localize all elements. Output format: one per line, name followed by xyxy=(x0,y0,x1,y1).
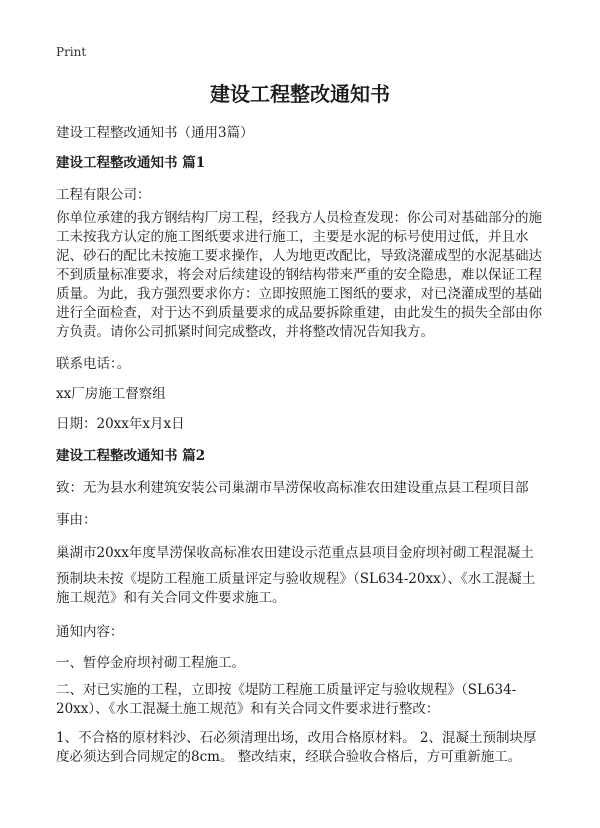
notice-item-2: 二、对已实施的工程，立即按《堤防工程施工质量评定与验收规程》（SL634-20xx）、《水工混凝土施工规范》和有关合同文件要求进行整改： xyxy=(56,682,517,717)
document-subtitle: 建设工程整改通知书（通用3篇） xyxy=(56,125,254,141)
salutation: 工程有限公司： xyxy=(56,187,151,203)
reason-label: 事由： xyxy=(56,512,97,528)
recipient-line: 致：无为县水利建筑安装公司巢湖市旱涝保收高标准农田建设重点县工程项目部 xyxy=(56,480,529,496)
reason-line-2: 预制块未按《堤防工程施工质量评定与验收规程》（SL634-20xx）、《水工混凝土施工规范》和有关合同文件要求施工。 xyxy=(56,571,536,606)
notice-date: 日期：20xx年x月x日 xyxy=(56,416,185,432)
notice-content-label: 通知内容： xyxy=(56,624,124,640)
document-title: 建设工程整改通知书 xyxy=(210,82,390,106)
print-label: Print xyxy=(56,45,87,59)
reason-line-1: 巢湖市20xx年度旱涝保收高标准农田建设示范重点县项目金府坝衬砌工程混凝土 xyxy=(56,545,534,561)
notice-item-3: 1、不合格的原材料沙、石必须清理出场，改用合格原材料。 2、混凝土预制块厚度必须达到合同规定的8cm。 整改结束，经联合验收合格后，方可重新施工。 xyxy=(56,730,537,765)
notice-item-1: 一、暂停金府坝衬砌工程施工。 xyxy=(56,655,245,671)
inspection-group: xx厂房施工督察组 xyxy=(56,386,166,402)
notice-body-1: 你单位承建的我方钢结构厂房工程，经我方人员检查发现：你公司对基础部分的施工未按我方认定的施工图纸要求进行施工，主要是水泥的标号使用过低，并且水泥、砂石的配比未按施工要求操作，人为地更改配比，导致浇灌成型的水泥基础达不到质量标准要求，将会对后续建设的钢结构带来严重的安全隐患，难以保证工程质量。为此，我方强烈要求你方：立即按照施工图纸的要求，对已浇灌成型的基础进行全面检查，对于达不到质量要求的成品要拆除重建，由此发生的损失全部由你方负责。请你公司抓紧时间完成整改，并将整改情况告知我方。 xyxy=(56,210,542,340)
section-heading-1: 建设工程整改通知书 篇1 xyxy=(56,155,206,171)
contact-phone: 联系电话：。 xyxy=(56,356,131,372)
section-heading-2: 建设工程整改通知书 篇2 xyxy=(56,448,206,464)
